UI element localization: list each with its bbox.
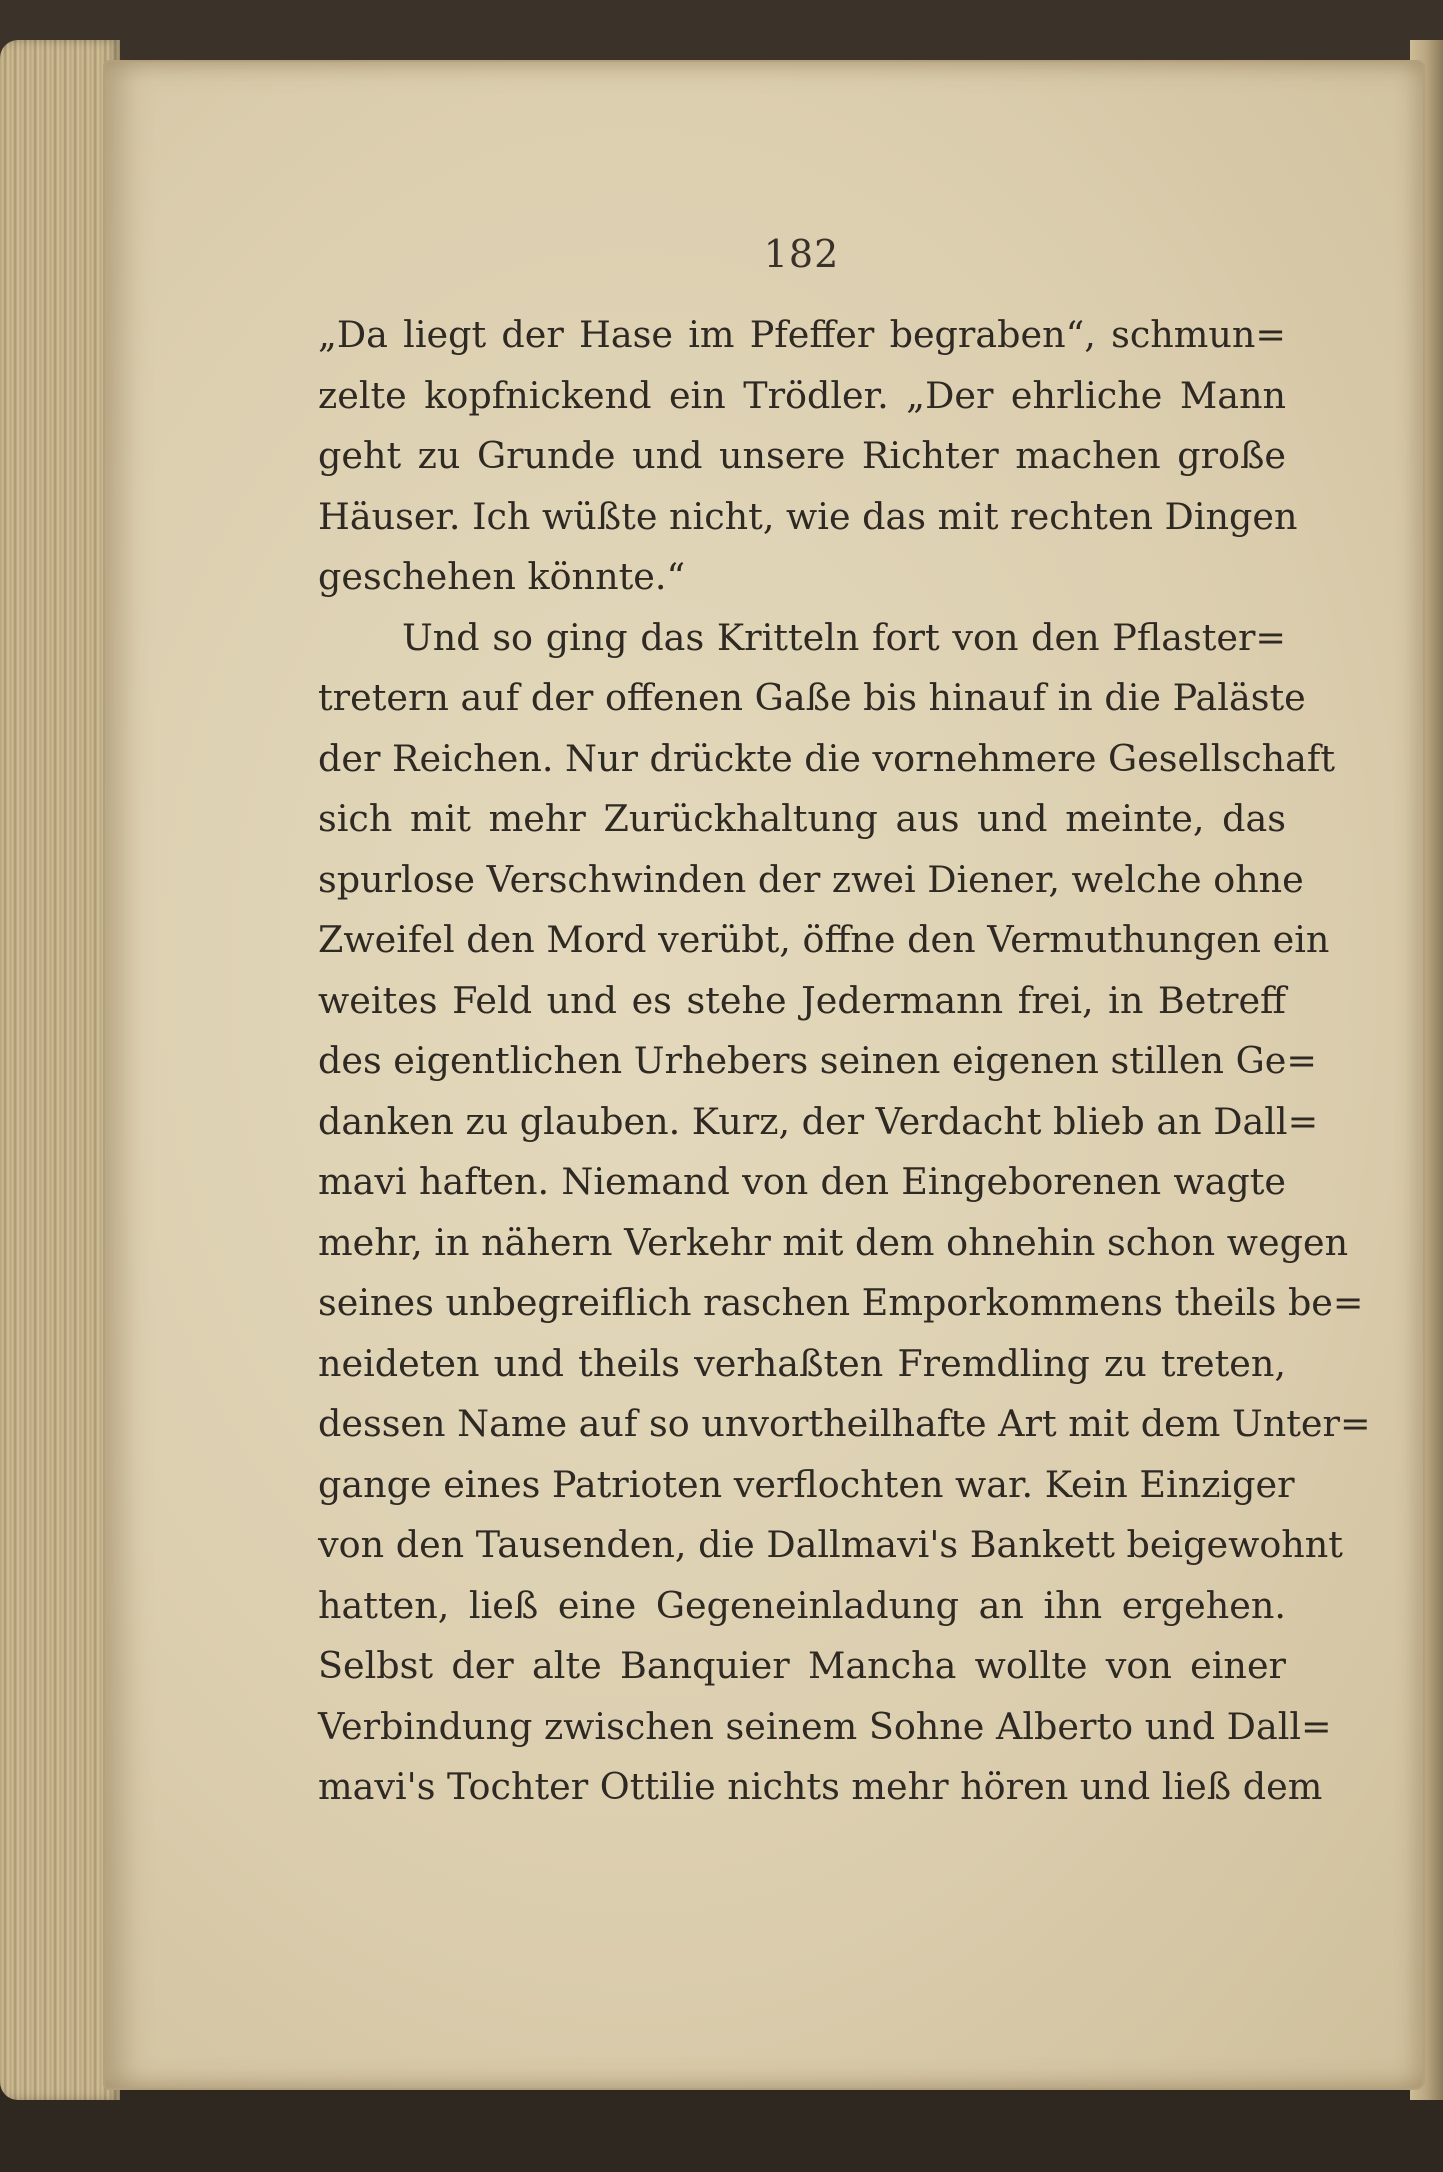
text-line: weites Feld und es stehe Jedermann frei, in Betreff (318, 978, 1286, 1022)
text-line: tretern auf der offenen Gaße bis hinauf in die Paläste (318, 676, 1306, 719)
text-line: Zweifel den Mord verübt, öffne den Vermuthungen ein (318, 918, 1330, 961)
text-line: mavi haften. Niemand von den Eingeborenen wagte (318, 1160, 1286, 1203)
text-line: Häuser. Ich wüßte nicht, wie das mit rechten Dingen (318, 494, 1298, 538)
text-line: hatten, ließ eine Gegeneinladung an ihn ergehen. (318, 1583, 1286, 1627)
text-line: zelte kopfnickend ein Trödler. „Der ehrliche Mann (318, 373, 1286, 417)
text-line: danken zu glauben. Kurz, der Verdacht blieb an Dall= (318, 1099, 1319, 1143)
text-line: mavi's Tochter Ottilie nichts mehr hören und ließ dem (318, 1765, 1323, 1808)
text-line: Selbst der alte Banquier Mancha wollte von einer (318, 1644, 1286, 1687)
text-line: seines unbegreiflich raschen Emporkommens theils be= (318, 1281, 1364, 1324)
text-line: neideten und theils verhaßten Fremdling zu treten, (318, 1341, 1286, 1385)
text-line: Und so ging das Kritteln fort von den Pflaster= (402, 615, 1286, 659)
text-line: des eigentlichen Urhebers seinen eigenen stillen Ge= (318, 1039, 1317, 1082)
text-line: dessen Name auf so unvortheilhafte Art mit dem Unter= (318, 1402, 1371, 1445)
page-number: 182 (763, 232, 840, 276)
book-page-edges (0, 40, 120, 2100)
text-line: spurlose Verschwinden der zwei Diener, welche ohne (318, 857, 1304, 901)
body-text (318, 305, 1371, 1818)
text-line: der Reichen. Nur drückte die vornehmere Gesellschaft (318, 736, 1336, 780)
text-line: Verbindung zwischen seinem Sohne Alberto und Dall= (318, 1704, 1332, 1748)
text-line: von den Tausenden, die Dallmavi's Bankett beigewohnt (318, 1523, 1343, 1566)
text-line: sich mit mehr Zurückhaltung aus und meinte, das (318, 797, 1286, 840)
text-line: geschehen könnte.“ (318, 555, 686, 598)
text-line: mehr, in nähern Verkehr mit dem ohnehin schon wegen (318, 1220, 1349, 1264)
text-line: gange eines Patrioten verflochten war. Kein Einziger (318, 1462, 1295, 1506)
text-line: geht zu Grunde und unsere Richter machen große (318, 434, 1286, 477)
text-line: „Da liegt der Hase im Pfeffer begraben“, schmun= (318, 313, 1286, 356)
